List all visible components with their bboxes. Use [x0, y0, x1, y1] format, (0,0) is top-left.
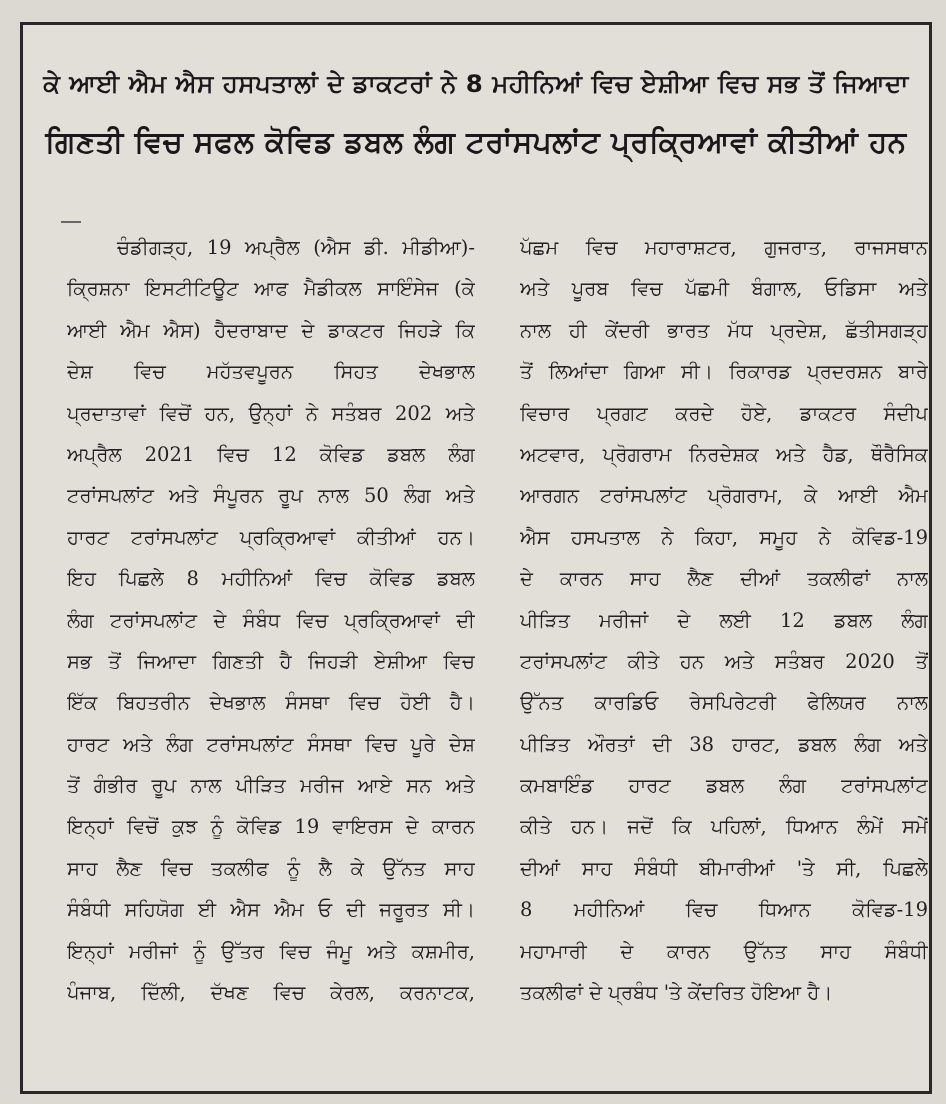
body-line: ਤੋਂ ਗੰਭੀਰ ਰੂਪ ਨਾਲ ਪੀੜਿਤ ਮਰੀਜ ਆਏ ਸਨ ਅਤੇ	[67, 774, 475, 798]
body-line: ਇੱਕ ਬਿਹਤਰੀਨ ਦੇਖਭਾਲ ਸੰਸਥਾ ਵਿਚ ਹੋਈ ਹੈ।	[67, 691, 475, 715]
body-line: ਦੇਸ਼ ਵਿਚ ਮਹੱਤਵਪੂਰਨ ਸਿਹਤ ਦੇਖਭਾਲ	[67, 360, 475, 384]
body-line: ਹਾਰਟ ਟਰਾਂਸਪਲਾਂਟ ਪ੍ਰਕ੍ਰਿਆਵਾਂ ਕੀਤੀਆਂ ਹਨ।	[67, 525, 475, 549]
body-line: ਟਰਾਂਸਪਲਾਂਟ ਕੀਤੇ ਹਨ ਅਤੇ ਸਤੰਬਰ 2020 ਤੋਂ	[520, 649, 928, 673]
body-line: ਲੰਗ ਟਰਾਂਸਪਲਾਂਟ ਦੇ ਸੰਬੰਧ ਵਿਚ ਪ੍ਰਕ੍ਰਿਆਵਾਂ ਦੀ	[67, 608, 475, 632]
right-column	[520, 227, 928, 1013]
body-line: ਪੱਛਮ ਵਿਚ ਮਹਾਰਾਸ਼ਟਰ, ਗੁਜਰਾਤ, ਰਾਜਸਥਾਨ	[520, 236, 928, 259]
body-line: ਪ੍ਰਦਾਤਾਵਾਂ ਵਿਚੋਂ ਹਨ, ਉਨ੍ਹਾਂ ਨੇ ਸਤੰਬਰ 202 ਅਤੇ	[67, 401, 475, 425]
body-line: ਇਨ੍ਹਾਂ ਮਰੀਜਾਂ ਨੂੰ ਉੱਤਰ ਵਿਚ ਜੰਮੂ ਅਤੇ ਕਸ਼ਮੀਰ,	[67, 939, 475, 963]
body-line: ਐਸ ਹਸਪਤਾਲ ਨੇ ਕਿਹਾ, ਸਮੂਹ ਨੇ ਕੋਵਿਡ-19	[520, 525, 928, 549]
body-line: ਦੀਆਂ ਸਾਹ ਸੰਬੰਧੀ ਬੀਮਾਰੀਆਂ 'ਤੇ ਸੀ, ਪਿਛਲੇ	[520, 856, 928, 880]
body-line: ਅਟਵਾਰ, ਪ੍ਰੋਗਰਾਮ ਨਿਰਦੇਸ਼ਕ ਅਤੇ ਹੈਡ, ਥੌਰੈਸਿਕ	[520, 442, 928, 466]
body-line: ਕਮਬਾਇੰਡ ਹਾਰਟ ਡਬਲ ਲੰਗ ਟਰਾਂਸਪਲਾਂਟ	[520, 774, 928, 798]
body-line: ਤੋਂ ਲਿਆਂਦਾ ਗਿਆ ਸੀ। ਰਿਕਾਰਡ ਪ੍ਰਦਰਸ਼ਨ ਬਾਰੇ	[520, 360, 928, 384]
body-line: ਵਿਚਾਰ ਪ੍ਰਗਟ ਕਰਦੇ ਹੋਏ, ਡਾਕਟਰ ਸੰਦੀਪ	[520, 401, 928, 425]
body-line: ਕੀਤੇ ਹਨ। ਜਦੋਂ ਕਿ ਪਹਿਲਾਂ, ਧਿਆਨ ਲੰਮੇਂ ਸਮੇਂ	[520, 815, 928, 839]
body-line: ਦੇ ਕਾਰਨ ਸਾਹ ਲੈਣ ਦੀਆਂ ਤਕਲੀਫਾਂ ਨਾਲ	[520, 567, 928, 591]
body-line: ਪੰਜਾਬ, ਦਿੱਲੀ, ਦੱਖਣ ਵਿਚ ਕੇਰਲ, ਕਰਨਾਟਕ,	[67, 981, 475, 1005]
body-line: ਸਾਹ ਲੈਣ ਵਿਚ ਤਕਲੀਫ ਨੂੰ ਲੈ ਕੇ ਉੱਨਤ ਸਾਹ	[67, 856, 475, 880]
body-line: ਆਈ ਐਮ ਐਸ) ਹੈਦਰਾਬਾਦ ਦੇ ਡਾਕਟਰ ਜਿਹੜੇ ਕਿ	[67, 318, 475, 342]
dateline-rule	[61, 221, 81, 223]
left-column	[67, 227, 475, 1013]
body-line: ਪੀੜਿਤ ਮਰੀਜਾਂ ਦੇ ਲਈ 12 ਡਬਲ ਲੰਗ	[520, 608, 928, 632]
body-line: ਨਾਲ ਹੀ ਕੇਂਦਰੀ ਭਾਰਤ ਮੱਧ ਪ੍ਰਦੇਸ਼, ਛੱਤੀਸਗੜ੍ਹ	[520, 318, 928, 342]
body-line: ਆਰਗਨ ਟਰਾਂਸਪਲਾਂਟ ਪ੍ਰੋਗਰਾਮ, ਕੇ ਆਈ ਐਮ	[520, 484, 928, 508]
body-line: ਕ੍ਰਿਸ਼ਨਾ ਇਸਟੀਟਿਊਟ ਆਫ ਮੈਡੀਕਲ ਸਾਇੰਸੇਜ (ਕੇ	[67, 277, 475, 301]
body-line: ਇਹ ਪਿਛਲੇ 8 ਮਹੀਨਿਆਂ ਵਿਚ ਕੋਵਿਡ ਡਬਲ	[67, 567, 475, 591]
body-line: ਅਪ੍ਰੈਲ 2021 ਵਿਚ 12 ਕੋਵਿਡ ਡਬਲ ਲੰਗ	[67, 442, 475, 466]
dateline: ਚੰਡੀਗੜ੍ਹ, 19 ਅਪ੍ਰੈਲ (ਐਸ ਡੀ. ਮੀਡੀਆ)-	[117, 236, 475, 259]
body-line: ਹਾਰਟ ਅਤੇ ਲੰਗ ਟਰਾਂਸਪਲਾਂਟ ਸੰਸਥਾ ਵਿਚ ਪੂਰੇ ਦੇਸ਼	[67, 732, 475, 756]
body-line: ਮਹਾਮਾਰੀ ਦੇ ਕਾਰਨ ਉੱਨਤ ਸਾਹ ਸੰਬੰਧੀ	[520, 939, 928, 963]
body-line: ਉੱਨਤ ਕਾਰਡਿਓ ਰੇਸਪਿਰੇਟਰੀ ਫੇਲਿਯਰ ਨਾਲ	[520, 691, 928, 715]
newspaper-clipping	[20, 22, 932, 1094]
body-line: ਪੀੜਿਤ ਔਰਤਾਂ ਦੀ 38 ਹਾਰਟ, ਡਬਲ ਲੰਗ ਅਤੇ	[520, 732, 928, 756]
body-line: 8 ਮਹੀਨਿਆਂ ਵਿਚ ਧਿਆਨ ਕੋਵਿਡ-19	[520, 898, 928, 922]
body-line: ਸਭ ਤੋਂ ਜਿਆਦਾ ਗਿਣਤੀ ਹੈ ਜਿਹੜੀ ਏਸ਼ੀਆ ਵਿਚ	[67, 649, 475, 673]
body-line: ਤਕਲੀਫਾਂ ਦੇ ਪ੍ਰਬੰਧ 'ਤੇ ਕੇਂਦਰਿਤ ਹੋਇਆ ਹੈ।	[520, 981, 833, 1005]
body-line: ਟਰਾਂਸਪਲਾਂਟ ਅਤੇ ਸੰਪੂਰਨ ਰੂਪ ਨਾਲ 50 ਲੰਗ ਅਤੇ	[67, 484, 475, 508]
headline-line: ਗਿਣਤੀ ਵਿਚ ਸਫਲ ਕੋਵਿਡ ਡਬਲ ਲੰਗ ਟਰਾਂਸਪਲਾਂਟ ਪ੍ਰਕ੍ਰਿਆਵਾਂ ਕੀਤੀਆਂ ਹਨ	[45, 125, 907, 159]
body-line: ਇਨ੍ਹਾਂ ਵਿਚੋਂ ਕੁਝ ਨੂੰ ਕੋਵਿਡ 19 ਵਾਇਰਸ ਦੇ ਕਾਰਨ	[67, 815, 475, 839]
body-line: ਅਤੇ ਪੂਰਬ ਵਿਚ ਪੱਛਮੀ ਬੰਗਾਲ, ਓਡਿਸਾ ਅਤੇ	[520, 277, 928, 301]
headline	[37, 55, 915, 171]
body-line: ਸੰਬੰਧੀ ਸਹਿਯੋਗ ਈ ਐਸ ਐਮ ਓ ਦੀ ਜਰੂਰਤ ਸੀ।	[67, 898, 475, 922]
headline-line: ਕੇ ਆਈ ਐਮ ਐਸ ਹਸਪਤਾਲਾਂ ਦੇ ਡਾਕਟਰਾਂ ਨੇ 8 ਮਹੀਨਿਆਂ ਵਿਚ ਏਸ਼ੀਆ ਵਿਚ ਸਭ ਤੋਂ ਜਿਆਦਾ	[43, 69, 909, 98]
